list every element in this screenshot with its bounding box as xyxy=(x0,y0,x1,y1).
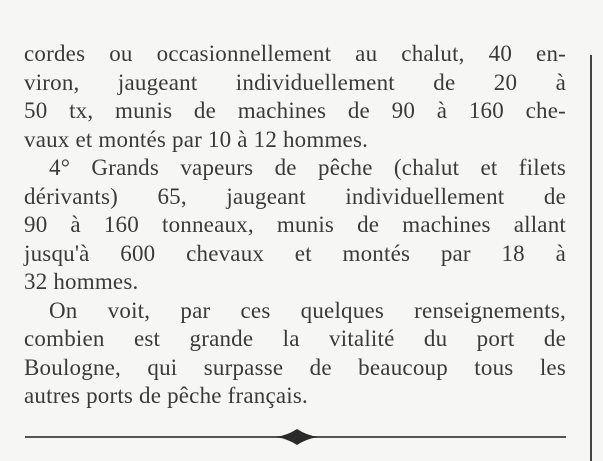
text-line: cordes ou occasionnellement au chalut, 40 en- xyxy=(24,41,566,66)
text-line: 90 à 160 tonneaux, munis de machines allant xyxy=(24,212,566,237)
page-body-text xyxy=(24,40,566,411)
text-line: combien est grande la vitalité du port de xyxy=(24,326,566,351)
text-line: 4° Grands vapeurs de pêche (chalut et filets xyxy=(49,155,566,180)
text-line: 32 hommes. xyxy=(24,269,139,294)
text-line: autres ports de pêche français. xyxy=(24,383,308,408)
text-line: On voit, par ces quelques renseignements, xyxy=(49,297,566,323)
text-line: 50 tx, munis de machines de 90 à 160 che- xyxy=(24,98,566,123)
text-line: Boulogne, qui surpasse de beaucoup tous les xyxy=(24,354,566,380)
text-line: dérivants) 65, jaugeant individuellement de xyxy=(24,183,566,209)
page-edge-rule xyxy=(590,55,592,461)
text-line: jusqu'à 600 chevaux et montés par 18 à xyxy=(24,240,566,266)
text-line: viron, jaugeant individuellement de 20 à xyxy=(24,69,566,95)
text-line: vaux et montés par 10 à 12 hommes. xyxy=(24,126,369,152)
diamond-rule-icon xyxy=(276,429,318,445)
